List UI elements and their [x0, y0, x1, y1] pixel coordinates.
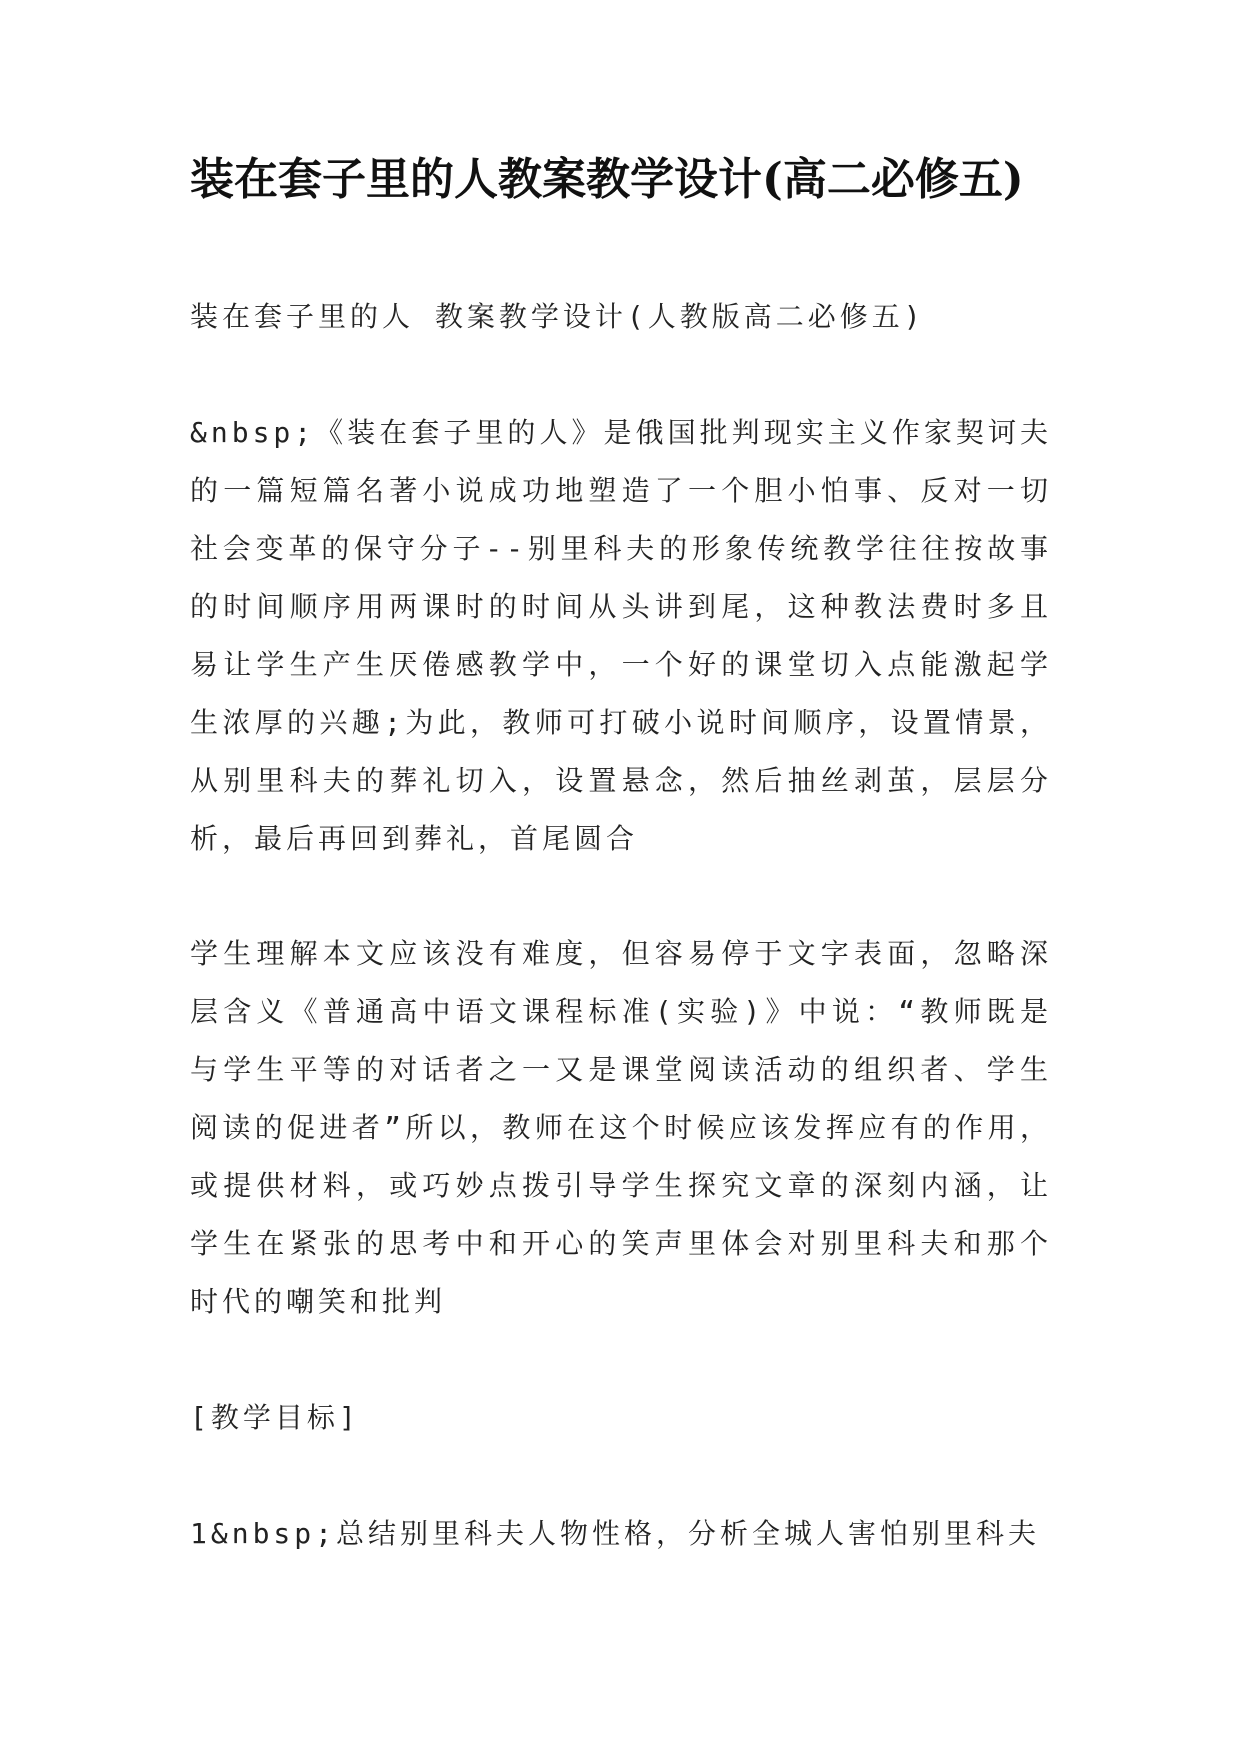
document-title: 装在套子里的人教案教学设计(高二必修五) [190, 154, 1024, 205]
analysis-paragraph: 学生理解本文应该没有难度，但容易停于文字表面，忽略深层含义《普通高中语文课程标准(实验)》中说：“教师既是与学生平等的对话者之一又是课堂阅读活动的组织者、学生阅读的促进者”所以，教师在这个时候应该发挥应有的作用，或提供材料，或巧妙点拨引导学生探究文章的深刻内涵，让学生在紧张的思考中和开心的笑声里体会对别里科夫和那个时代的嘲笑和批判 [190, 937, 1052, 1318]
teaching-goal-item: 1&nbsp;总结别里科夫人物性格，分析全城人害怕别里科夫 [190, 1517, 1041, 1550]
teaching-goals-heading: [教学目标] [190, 1401, 360, 1434]
document-subtitle: 装在套子里的人 教案教学设计(人教版高二必修五) [190, 300, 925, 333]
intro-paragraph: &nbsp;《装在套子里的人》是俄国批判现实主义作家契诃夫的一篇短篇名著小说成功地塑造了一个胆小怕事、反对一切社会变革的保守分子--别里科夫的形象传统教学往往按故事的时间顺序用两课时的时间从头讲到尾，这种教法费时多且易让学生产生厌倦感教学中，一个好的课堂切入点能激起学生浓厚的兴趣;为此，教师可打破小说时间顺序，设置情景，从别里科夫的葬礼切入，设置悬念，然后抽丝剥茧，层层分析，最后再回到葬礼，首尾圆合 [190, 416, 1052, 855]
